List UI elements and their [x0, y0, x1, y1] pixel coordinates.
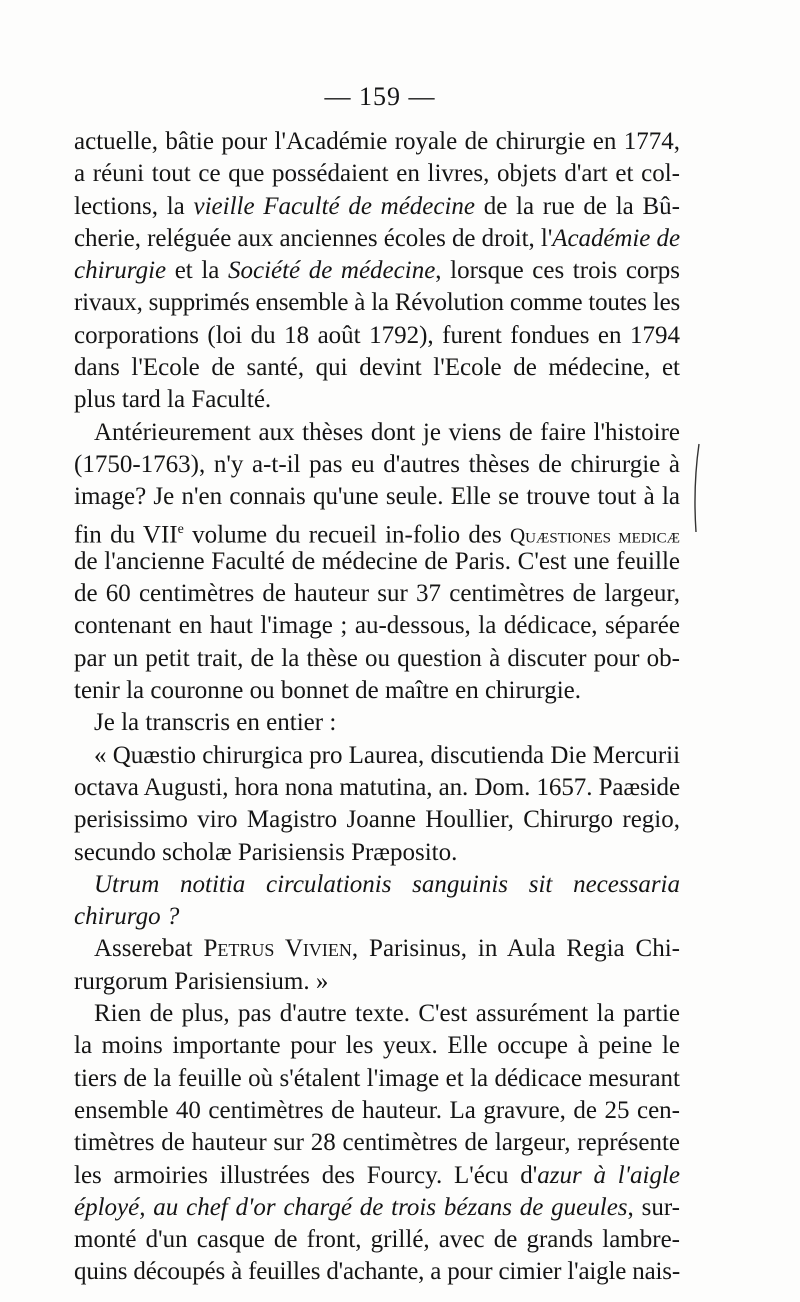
text-line: [74, 578, 680, 610]
text-line: [74, 1160, 680, 1192]
text-span: octava Augusti, hora nona matutina, an. Dom. 1657. Paæside: [74, 773, 680, 801]
body-text: [74, 126, 680, 1289]
text-line: [74, 1030, 680, 1062]
text-line: [74, 643, 680, 675]
text-span: a réuni tout ce que possédaient en livres, objets d'art et col-: [74, 160, 680, 188]
text-span: rivaux, supprimés ensemble à la Révolution comme toutes les: [74, 289, 680, 317]
text-line: [74, 1224, 680, 1256]
text-span: cherie, reléguée aux anciennes écoles de droit, l'Académie de: [74, 224, 680, 252]
text-line: [74, 610, 680, 642]
text-line: [74, 481, 680, 513]
text-span: tiers de la feuille où s'étalent l'image et la dédicace mesurant: [74, 1064, 680, 1092]
text-line: [74, 320, 680, 352]
text-span: plus tard la Faculté.: [74, 386, 272, 414]
text-span: (1750-1763), n'y a-t-il pas eu d'autres thèses de chirurgie à: [74, 450, 680, 478]
text-span: rurgorum Parisiensium. »: [74, 967, 329, 995]
text-line: [74, 966, 680, 998]
text-line: [74, 514, 680, 546]
text-line: [74, 1063, 680, 1095]
text-line: [74, 223, 680, 255]
text-line: [74, 772, 680, 804]
text-span: contenant en haut l'image ; au-dessous, la dédicace, séparée: [74, 612, 680, 640]
text-line: [74, 901, 680, 933]
text-line: [74, 1256, 680, 1288]
text-span: corporations (loi du 18 août 1792), furent fondues en 1794: [74, 321, 680, 349]
text-span: monté d'un casque de front, grillé, avec de grands lambre-: [74, 1226, 680, 1254]
margin-pencil-mark: [690, 442, 702, 534]
text-span: lections, la vieille Faculté de médecine de la rue de la Bû-: [74, 192, 680, 220]
page-number: — 159 —: [324, 82, 436, 111]
text-line: [74, 546, 680, 578]
text-span: de 60 centimètres de hauteur sur 37 centimètres de largeur,: [74, 580, 680, 608]
text-line: [74, 126, 680, 158]
text-span: les armoiries illustrées des Fourcy. L'écu d'azur à l'aigle: [74, 1161, 680, 1189]
text-line: [74, 675, 680, 707]
text-line: [74, 837, 680, 869]
text-line: [74, 869, 680, 901]
text-span: chirurgo ?: [74, 903, 180, 931]
text-span: secundo scholæ Parisiensis Præposito.: [74, 838, 458, 866]
text-span: tenir la couronne ou bonnet de maître en chirurgie.: [74, 677, 581, 705]
text-line: [74, 1192, 680, 1224]
text-line: [74, 449, 680, 481]
text-span: image? Je n'en connais qu'une seule. Elle se trouve tout à la: [74, 483, 680, 511]
text-span: Antérieurement aux thèses dont je viens de faire l'histoire: [94, 418, 680, 446]
text-span: quins découpés à feuilles d'achante, a pour cimier l'aigle nais-: [74, 1258, 680, 1286]
text-line: [74, 707, 680, 739]
text-span: éployé, au chef d'or chargé de trois bézans de gueules, sur-: [74, 1193, 680, 1221]
text-line: [74, 384, 680, 416]
text-span: dans l'Ecole de santé, qui devint l'Ecole de médecine, et: [74, 354, 680, 382]
text-span: perisissimo viro Magistro Joanne Houllier, Chirurgo regio,: [74, 806, 680, 834]
text-span: ensemble 40 centimètres de hauteur. La gravure, de 25 cen-: [74, 1096, 680, 1124]
text-span: Utrum notitia circulationis sanguinis sit necessaria: [94, 870, 680, 898]
text-span: chirurgie et la Société de médecine, lorsque ces trois corps: [74, 257, 680, 285]
text-span: timètres de hauteur sur 28 centimètres de largeur, représente: [74, 1129, 680, 1157]
text-line: [74, 933, 680, 965]
text-span: par un petit trait, de la thèse ou question à discuter pour ob-: [74, 644, 680, 672]
text-line: [74, 998, 680, 1030]
text-line: [74, 740, 680, 772]
text-span: fin du VIIe volume du recueil in-folio des Quæstiones medicæ: [74, 520, 680, 548]
text-line: [74, 352, 680, 384]
text-span: Je la transcris en entier :: [94, 709, 337, 737]
text-line: [74, 158, 680, 190]
text-span: de l'ancienne Faculté de médecine de Paris. C'est une feuille: [74, 547, 680, 575]
text-span: actuelle, bâtie pour l'Académie royale de chirurgie en 1774,: [74, 128, 680, 155]
text-span: Asserebat Petrus Vivien, Parisinus, in Aula Regia Chi-: [94, 935, 680, 963]
text-span: la moins importante pour les yeux. Elle occupe à peine le: [74, 1032, 680, 1060]
text-line: [74, 191, 680, 223]
text-line: [74, 417, 680, 449]
text-span: « Quæstio chirurgica pro Laurea, discutienda Die Mercurii: [94, 741, 680, 769]
text-line: [74, 804, 680, 836]
text-line: [74, 1095, 680, 1127]
text-line: [74, 287, 680, 319]
text-span: Rien de plus, pas d'autre texte. C'est assurément la partie: [94, 1000, 680, 1028]
text-line: [74, 255, 680, 287]
text-line: [74, 1127, 680, 1159]
